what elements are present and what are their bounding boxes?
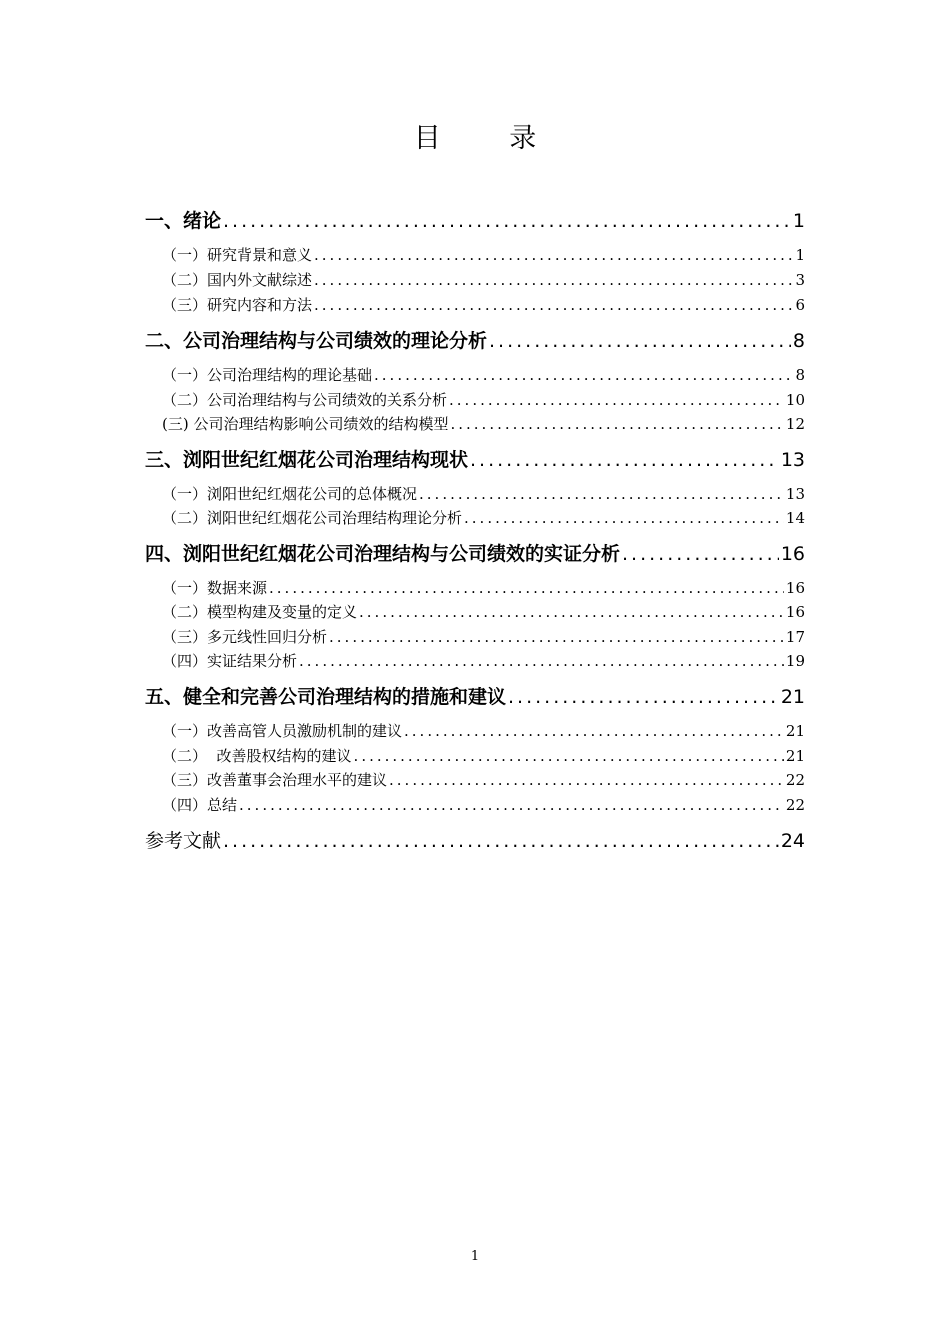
toc-entry-label: （二）模型构建及变量的定义 bbox=[162, 603, 358, 621]
toc-entry-label: 二、公司治理结构与公司绩效的理论分析 bbox=[145, 330, 488, 352]
leader-dots bbox=[299, 651, 784, 671]
toc-entry-4-2[interactable] bbox=[162, 602, 805, 622]
leader-dots bbox=[354, 746, 784, 766]
leader-dots bbox=[508, 684, 779, 710]
toc-entry-5-1[interactable] bbox=[162, 721, 805, 741]
toc-entry-2-2[interactable] bbox=[162, 390, 805, 410]
toc-entry-label: （一）研究背景和意义 bbox=[162, 246, 313, 264]
toc-entry-label: （三）改善董事会治理水平的建议 bbox=[162, 771, 388, 789]
toc-page-number: 3 bbox=[795, 271, 805, 289]
leader-dots bbox=[404, 721, 784, 741]
toc-page-number: 21 bbox=[785, 722, 805, 740]
leader-dots bbox=[389, 770, 784, 790]
leader-dots bbox=[374, 365, 793, 385]
toc-page-number: 16 bbox=[785, 579, 805, 597]
toc-entry-1[interactable] bbox=[145, 208, 805, 234]
toc-page-number: 19 bbox=[785, 652, 805, 670]
toc-entry-2[interactable] bbox=[145, 328, 805, 354]
toc-entry-label: （二） 改善股权结构的建议 bbox=[162, 747, 352, 765]
leader-dots bbox=[449, 390, 784, 410]
toc-page-number: 8 bbox=[792, 330, 805, 352]
leader-dots bbox=[489, 328, 791, 354]
toc-page-number: 24 bbox=[780, 830, 805, 852]
toc-entry-1-3[interactable] bbox=[162, 295, 805, 315]
toc-page-number: 10 bbox=[785, 391, 805, 409]
toc-entry-references[interactable] bbox=[145, 828, 805, 854]
toc-entry-3-2[interactable] bbox=[162, 508, 805, 528]
toc-entry-label: （二）浏阳世纪红烟花公司治理结构理论分析 bbox=[162, 509, 463, 527]
toc-entry-1-1[interactable] bbox=[162, 245, 805, 265]
toc-entry-label: （三）多元线性回归分析 bbox=[162, 628, 328, 646]
toc-entry-label: (三) 公司治理结构影响公司绩效的结构模型 bbox=[162, 415, 449, 433]
toc-entry-2-3[interactable] bbox=[162, 414, 805, 434]
toc-entry-label: （三）研究内容和方法 bbox=[162, 296, 313, 314]
toc-entry-label: （一）公司治理结构的理论基础 bbox=[162, 366, 373, 384]
page-number-footer: 1 bbox=[470, 1249, 480, 1264]
toc-entry-label: 四、浏阳世纪红烟花公司治理结构与公司绩效的实证分析 bbox=[145, 543, 621, 565]
toc-entry-label: （二）公司治理结构与公司绩效的关系分析 bbox=[162, 391, 448, 409]
leader-dots bbox=[223, 828, 779, 854]
leader-dots bbox=[314, 245, 793, 265]
toc-entry-4[interactable] bbox=[145, 541, 805, 567]
toc-page-number: 12 bbox=[785, 415, 805, 433]
leader-dots bbox=[314, 295, 793, 315]
toc-entry-2-1[interactable] bbox=[162, 365, 805, 385]
toc-entry-5-2[interactable] bbox=[162, 746, 805, 766]
toc-page-number: 13 bbox=[780, 449, 805, 471]
toc-page-number: 6 bbox=[795, 296, 805, 314]
toc-entry-label: 一、绪论 bbox=[145, 210, 222, 232]
leader-dots bbox=[450, 414, 783, 434]
toc-entry-4-1[interactable] bbox=[162, 578, 805, 598]
toc-entry-5-4[interactable] bbox=[162, 795, 805, 815]
toc-page-number: 16 bbox=[785, 603, 805, 621]
toc-entry-label: （二）国内外文献综述 bbox=[162, 271, 313, 289]
toc-entry-5-3[interactable] bbox=[162, 770, 805, 790]
toc-entry-label: （一）数据来源 bbox=[162, 579, 268, 597]
toc-entry-label: （四）总结 bbox=[162, 796, 238, 814]
leader-dots bbox=[314, 270, 793, 290]
toc-entry-label: 三、浏阳世纪红烟花公司治理结构现状 bbox=[145, 449, 469, 471]
toc-page-number: 16 bbox=[780, 543, 805, 565]
leader-dots bbox=[470, 447, 779, 473]
toc-entry-4-3[interactable] bbox=[162, 627, 805, 647]
toc-entry-5[interactable] bbox=[145, 684, 805, 710]
leader-dots bbox=[223, 208, 791, 234]
leader-dots bbox=[239, 795, 784, 815]
leader-dots bbox=[464, 508, 784, 528]
toc-entry-label: 参考文献 bbox=[145, 830, 222, 852]
toc-page-number: 21 bbox=[785, 747, 805, 765]
leader-dots bbox=[622, 541, 779, 567]
leader-dots bbox=[359, 602, 784, 622]
toc-page-number: 21 bbox=[780, 686, 805, 708]
toc-entry-label: 五、健全和完善公司治理结构的措施和建议 bbox=[145, 686, 507, 708]
leader-dots bbox=[419, 484, 784, 504]
toc-entry-3[interactable] bbox=[145, 447, 805, 473]
toc-entry-4-4[interactable] bbox=[162, 651, 805, 671]
toc-page-number: 1 bbox=[795, 246, 805, 264]
page-title: 目 录 bbox=[413, 123, 567, 154]
toc-page-number: 22 bbox=[785, 796, 805, 814]
toc-entry-3-1[interactable] bbox=[162, 484, 805, 504]
toc-page-number: 22 bbox=[785, 771, 805, 789]
toc-page-number: 8 bbox=[795, 366, 805, 384]
toc-entry-label: （四）实证结果分析 bbox=[162, 652, 298, 670]
leader-dots bbox=[269, 578, 784, 598]
toc-page-number: 17 bbox=[785, 628, 805, 646]
toc-entry-1-2[interactable] bbox=[162, 270, 805, 290]
toc-page-number: 14 bbox=[785, 509, 805, 527]
toc-entry-label: （一）浏阳世纪红烟花公司的总体概况 bbox=[162, 485, 418, 503]
toc-page-number: 1 bbox=[792, 210, 805, 232]
leader-dots bbox=[329, 627, 784, 647]
toc-entry-label: （一）改善高管人员激励机制的建议 bbox=[162, 722, 403, 740]
toc-page-number: 13 bbox=[785, 485, 805, 503]
